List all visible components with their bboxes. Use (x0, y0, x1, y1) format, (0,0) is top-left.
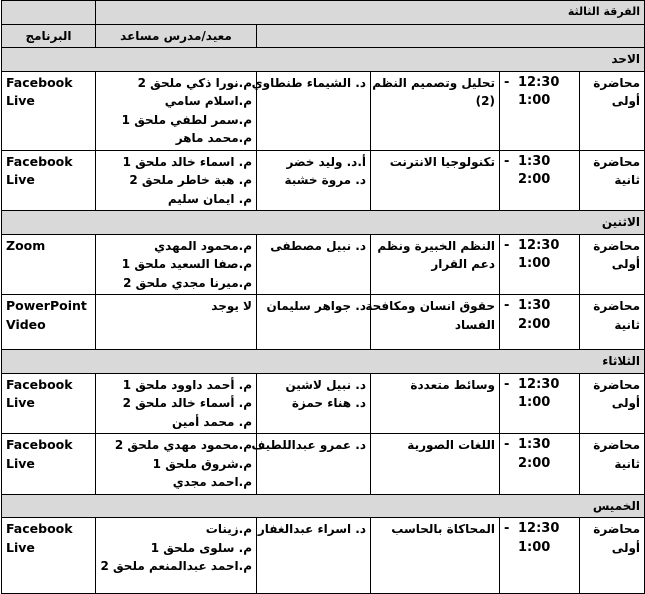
session-row (2, 373, 645, 434)
assistant-name: م. هبة خاطر ملحق 2 (129, 173, 252, 187)
assistant-name: م. أحمد داوود ملحق 1 (122, 377, 252, 392)
program-cell (2, 234, 96, 295)
time-to: 2:00 (518, 455, 551, 471)
time-from-line (504, 376, 575, 395)
lecture-line: أولى (611, 540, 641, 555)
program-line: Facebook (6, 74, 73, 90)
day-name: الاحد (2, 48, 645, 72)
session-row (2, 434, 645, 495)
time-dash: - (504, 376, 510, 392)
assistants-cell (96, 234, 257, 295)
time-cell (500, 373, 580, 434)
program-line: Live (6, 395, 35, 410)
day-name: الاثنين (2, 211, 645, 235)
program-line: Live (6, 539, 35, 555)
assistant-name: م.نورا ذكي ملحق 2 (137, 75, 252, 90)
course-cell (371, 434, 500, 495)
time-cell (500, 234, 580, 295)
lecturers-cell (251, 434, 371, 495)
program-cell (2, 373, 96, 434)
time-cell (500, 518, 580, 594)
time-to-line (504, 255, 575, 274)
lecture-cell (580, 234, 645, 295)
time-from-line (504, 74, 575, 93)
time-from-line (504, 237, 575, 256)
schedule-table (1, 0, 645, 594)
time-cell (500, 434, 580, 495)
assistant-name: م.محمود المهدي (154, 238, 252, 253)
course-cell (371, 150, 500, 211)
program-cell (2, 71, 96, 150)
program-cell (2, 518, 96, 594)
assistant-name: لا يوجد (211, 299, 252, 313)
time-from: 1:30 (518, 437, 551, 452)
time-dash: - (504, 521, 510, 536)
lecture-line: أولى (611, 396, 641, 410)
program-line: Facebook (6, 521, 73, 536)
time-cell (500, 150, 580, 211)
session-row (2, 295, 645, 350)
course-line: الفساد (454, 317, 495, 332)
assistant-name: م. أسماء خالد ملحق 2 (122, 396, 252, 410)
course-cell (371, 71, 500, 150)
lecture-line: محاضرة (593, 154, 641, 169)
lecturer-name: د. نبيل لاشين (285, 377, 366, 392)
lecture-line: ثانية (614, 317, 641, 332)
day-name: الثلاثاء (2, 350, 645, 374)
time-to-line (504, 539, 575, 558)
time-cell (500, 295, 580, 350)
assistants-cell (96, 295, 257, 350)
day-row (2, 494, 645, 518)
time-dash: - (504, 437, 510, 452)
time-from: 1:30 (518, 153, 551, 169)
lecture-line: محاضرة (593, 377, 641, 392)
time-to: 1:00 (518, 395, 551, 410)
session-row (2, 518, 645, 594)
lecturers-cell (257, 150, 371, 211)
session-row (2, 71, 645, 150)
lecture-line: محاضرة (593, 438, 641, 452)
course-line: وسائط متعددة (410, 377, 495, 392)
time-from: 12:30 (518, 521, 560, 536)
lecturer-name: د. اسراء عبدالغفار (257, 522, 366, 536)
time-to: 1:00 (518, 256, 551, 271)
title-row (2, 1, 645, 25)
program-line: Facebook (6, 437, 73, 452)
assistants-cell (96, 71, 257, 150)
lecture-line: ثانية (614, 173, 641, 187)
assistants-cell (96, 518, 257, 594)
lecturers-cell (257, 295, 371, 350)
lecturer-name: أ.د. وليد خضر (286, 154, 366, 169)
lecture-line: محاضرة (593, 299, 641, 313)
time-to: 1:00 (518, 93, 551, 108)
assistant-name: م. سلوى ملحق 1 (150, 540, 252, 555)
lecture-cell (580, 518, 645, 594)
lecturer-name: د. هناء حمزة (291, 396, 366, 410)
time-to-line (504, 316, 575, 335)
course-cell (365, 295, 500, 350)
assistant-name: م.احمد عبدالمنعم ملحق 2 (100, 559, 252, 573)
lecture-line: أولى (611, 257, 641, 271)
lecture-line: أولى (611, 94, 641, 108)
assistant-name: م. محمد أمين (171, 414, 252, 429)
program-line: Facebook (6, 153, 73, 169)
assistant-name: م. ايمان سليم (167, 191, 252, 206)
lecture-cell (580, 150, 645, 211)
time-from-line (504, 297, 575, 316)
assistant-name: م.احمد مجدي (172, 475, 252, 489)
time-from: 12:30 (518, 237, 560, 253)
time-from-line (504, 520, 575, 539)
program-line: Video (6, 316, 46, 332)
assistant-name: م.صفا السعيد ملحق 1 (121, 257, 252, 271)
time-to-line (504, 455, 575, 474)
lecturers-cell (257, 373, 371, 434)
course-line: اللغات الصورية (407, 438, 495, 452)
assistant-name: م.شروق ملحق 1 (152, 456, 252, 471)
time-dash: - (504, 298, 510, 313)
time-cell (500, 71, 580, 150)
course-line: دعم القرار (431, 257, 495, 271)
time-from: 12:30 (518, 376, 560, 392)
course-line: تكنولوجيا الانترنت (389, 154, 495, 169)
lecture-line: محاضرة (593, 75, 641, 90)
time-to-line (504, 394, 575, 413)
time-dash: - (504, 237, 510, 253)
lecturer-name: د. عمرو عبداللطيف (251, 438, 366, 452)
program-cell (2, 295, 96, 350)
time-from: 1:30 (518, 298, 551, 313)
program-line: Zoom (6, 237, 46, 253)
program-line: Live (6, 172, 35, 187)
time-from-line (504, 436, 575, 455)
lecture-cell (580, 434, 645, 495)
program-cell (2, 434, 96, 495)
title-left-cell (2, 1, 96, 25)
assistant-name: م. اسماء خالد ملحق 1 (122, 154, 252, 169)
assistant-name: م.ميرنا مجدي ملحق 2 (123, 275, 252, 290)
program-line: Live (6, 93, 35, 108)
assistants-cell (96, 150, 257, 211)
time-dash: - (504, 153, 510, 169)
header-program: البرنامج (2, 24, 96, 48)
session-row (2, 150, 645, 211)
course-line: حقوق انسان ومكافحة (365, 299, 495, 313)
program-line: Facebook (6, 376, 73, 392)
lecture-line: محاضرة (593, 238, 641, 253)
lecture-line: محاضرة (593, 522, 641, 536)
course-cell (371, 518, 500, 594)
program-cell (2, 150, 96, 211)
header-row (2, 24, 645, 48)
time-to-line (504, 92, 575, 111)
assistants-cell (96, 373, 257, 434)
assistant-name: م.سمر لطفي ملحق 1 (121, 112, 252, 127)
course-line: المحاكاة بالحاسب (391, 522, 495, 536)
page-title: الفرقة الثالثة (96, 1, 645, 25)
program-line: Live (6, 455, 35, 471)
course-line: تحليل وتصميم النظم (372, 75, 495, 90)
session-row (2, 234, 645, 295)
lecturers-cell (257, 234, 371, 295)
lecture-line: ثانية (614, 456, 641, 471)
lecturer-name: د. جواهر سليمان (266, 299, 366, 313)
day-row (2, 350, 645, 374)
course-cell (371, 373, 500, 434)
assistant-name: م.اسلام سامي (164, 94, 252, 108)
time-from: 12:30 (518, 74, 560, 90)
lecturer-name: د. الشيماء طنطاوي (251, 75, 366, 90)
lecturer-name: د. مروة خشبة (284, 173, 366, 187)
header-assistant: معيد/مدرس مساعد (96, 24, 257, 48)
header-blank (257, 24, 645, 48)
day-name: الخميس (2, 494, 645, 518)
lecture-cell (580, 71, 645, 150)
day-row (2, 48, 645, 72)
assistants-cell (96, 434, 257, 495)
lecturer-name: د. نبيل مصطفى (270, 238, 366, 253)
day-row (2, 211, 645, 235)
time-to: 2:00 (518, 316, 551, 332)
course-cell (371, 234, 500, 295)
time-to: 2:00 (518, 172, 551, 187)
lecturers-cell (251, 71, 371, 150)
time-to-line (504, 171, 575, 190)
assistant-name: م.زينات (205, 522, 252, 536)
assistant-name: م.محمود مهدي ملحق 2 (114, 438, 252, 452)
time-dash: - (504, 74, 510, 90)
lecture-cell (580, 373, 645, 434)
time-from-line (504, 153, 575, 172)
course-line: (2) (475, 94, 495, 108)
lecturers-cell (257, 518, 371, 594)
program-line: PowerPoint (6, 298, 87, 313)
lecture-cell (580, 295, 645, 350)
course-line: النظم الخبيرة ونظم (377, 238, 495, 253)
assistant-name: م.محمد ماهر (175, 131, 252, 145)
time-to: 1:00 (518, 539, 551, 555)
